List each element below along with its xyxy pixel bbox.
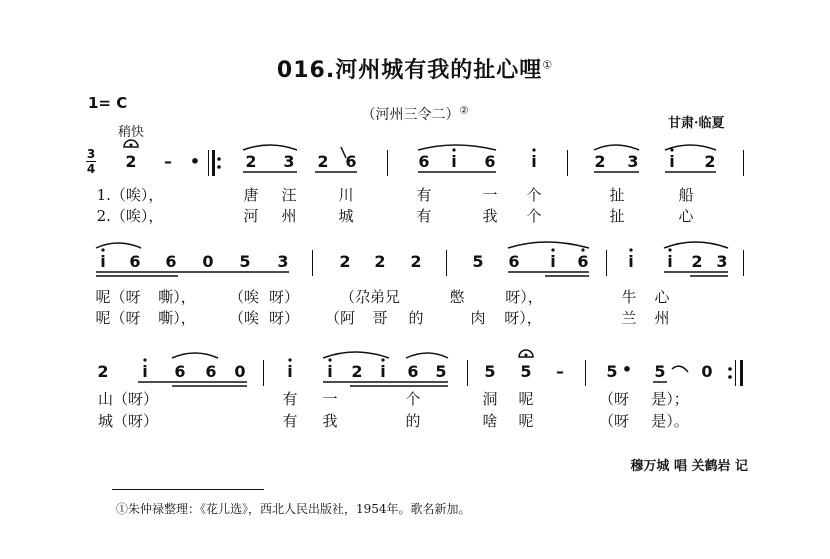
lyric: 我 bbox=[322, 412, 338, 430]
note: i bbox=[669, 152, 675, 171]
footnote: ①朱仲禄整理：《花儿选》，西北人民出版社，1954年。歌名新加。 bbox=[116, 502, 471, 516]
subtitle-text: （河州三令二） bbox=[361, 107, 460, 123]
note: 5 bbox=[472, 252, 484, 271]
lyric: 呀） bbox=[268, 288, 300, 306]
lyric: 呢 bbox=[518, 412, 534, 430]
note: i bbox=[451, 152, 457, 171]
note: 2 bbox=[339, 252, 351, 271]
lyric: （唉 bbox=[228, 288, 260, 306]
octave-dot bbox=[328, 358, 331, 361]
lyric: 的 bbox=[408, 309, 424, 327]
note: 3 bbox=[716, 252, 728, 271]
note: 2 bbox=[594, 152, 606, 171]
slur-mark bbox=[418, 145, 496, 150]
lyric: （呀 bbox=[598, 412, 630, 430]
note: 6 bbox=[165, 252, 177, 271]
lyric: 汪 bbox=[281, 186, 297, 204]
note: i bbox=[142, 362, 148, 381]
time-signature-top: 3 bbox=[86, 147, 96, 161]
note: 6 bbox=[407, 362, 419, 381]
song-origin: 甘肃·临夏 bbox=[668, 116, 725, 131]
octave-dot bbox=[668, 248, 671, 251]
lyric: 牛 bbox=[621, 288, 637, 306]
lyric: 2.（唉）， bbox=[96, 207, 164, 225]
lyric: 城（呀） bbox=[97, 412, 159, 430]
tempo-marking: 稍快 bbox=[118, 125, 145, 140]
lyric: 州 bbox=[654, 309, 670, 327]
note: 6 bbox=[484, 152, 496, 171]
lyric: （呀 bbox=[598, 390, 630, 408]
slur-mark bbox=[323, 352, 389, 358]
lyric: 我 bbox=[482, 207, 498, 225]
lyric: 兰 bbox=[621, 309, 637, 327]
note: 0 bbox=[701, 362, 713, 381]
note: 5 bbox=[239, 252, 251, 271]
lyric: 呢（呀 bbox=[95, 288, 141, 306]
note: 6 bbox=[418, 152, 430, 171]
note: 3 bbox=[627, 152, 639, 171]
lyric: 有 bbox=[416, 186, 432, 204]
note: 5 bbox=[484, 362, 496, 381]
footnote-rule bbox=[112, 489, 264, 490]
grace-mark bbox=[341, 147, 346, 158]
octave-dot bbox=[101, 248, 104, 251]
note-dash: – bbox=[556, 362, 564, 381]
note: 2 bbox=[97, 362, 109, 381]
lyric: 唐 bbox=[243, 186, 259, 204]
note: 2 bbox=[704, 152, 716, 171]
lyric: 是）； bbox=[651, 390, 689, 408]
credit-line: 穆万城 唱 关鹤岩 记 bbox=[630, 459, 748, 474]
lyric: 的 bbox=[405, 412, 421, 430]
octave-dot bbox=[381, 358, 384, 361]
repeat-dot bbox=[217, 157, 221, 161]
note: 2 bbox=[410, 252, 422, 271]
lyric: 有 bbox=[282, 412, 298, 430]
slur-mark bbox=[508, 242, 589, 248]
note: i bbox=[380, 362, 386, 381]
lyric: 个 bbox=[526, 186, 542, 204]
note-dot: • bbox=[189, 152, 201, 171]
note: 6 bbox=[129, 252, 141, 271]
lyric: 憋 bbox=[449, 288, 465, 306]
slur-mark bbox=[664, 242, 728, 248]
octave-dot bbox=[532, 148, 535, 151]
lyric: 呀） bbox=[268, 309, 300, 327]
note-dot: • bbox=[621, 360, 633, 379]
note: 6 bbox=[205, 362, 217, 381]
lyric: 个 bbox=[526, 207, 542, 225]
lyric: 城 bbox=[338, 207, 354, 225]
note: 0 bbox=[234, 362, 246, 381]
note: i bbox=[327, 362, 333, 381]
lyric: （阿 bbox=[324, 309, 356, 327]
lyric: 一 bbox=[482, 186, 498, 204]
note: i bbox=[550, 252, 556, 271]
note: i bbox=[531, 152, 537, 171]
lyric: 心 bbox=[654, 288, 670, 306]
lyric: 个 bbox=[405, 390, 421, 408]
lyric: 呢（呀 bbox=[95, 309, 141, 327]
note: 2 bbox=[245, 152, 257, 171]
note: 2 bbox=[374, 252, 386, 271]
repeat-dot bbox=[217, 165, 221, 169]
note: i bbox=[100, 252, 106, 271]
note: 6 bbox=[345, 152, 357, 171]
lyric: 是）。 bbox=[651, 412, 689, 430]
lyric: 船 bbox=[678, 186, 694, 204]
note: i bbox=[628, 252, 634, 271]
octave-dot bbox=[452, 148, 455, 151]
lyric: 一 bbox=[322, 390, 338, 408]
note: 2 bbox=[317, 152, 329, 171]
fermata-dot bbox=[130, 144, 133, 147]
note: 5 bbox=[654, 362, 666, 381]
lyric: 嘶）， bbox=[158, 309, 196, 327]
lyric: 嘶）， bbox=[158, 288, 196, 306]
octave-dot bbox=[670, 148, 673, 151]
lyric: 呀）， bbox=[505, 288, 543, 306]
lyric: 心 bbox=[678, 207, 694, 225]
note: 5 bbox=[520, 362, 532, 381]
slur-mark bbox=[243, 145, 297, 150]
title-footnote-mark: ① bbox=[542, 58, 554, 72]
note: 6 bbox=[174, 362, 186, 381]
repeat-dot bbox=[728, 367, 732, 371]
lyric: 1.（唉）， bbox=[96, 186, 164, 204]
lyric: 有 bbox=[416, 207, 432, 225]
note: 0 bbox=[202, 252, 214, 271]
lyric: 哥 bbox=[372, 309, 388, 327]
slur-mark bbox=[96, 243, 141, 248]
note: 6 bbox=[508, 252, 520, 271]
lyric: 有 bbox=[282, 390, 298, 408]
note: 2 bbox=[351, 362, 363, 381]
glide-mark bbox=[672, 366, 688, 372]
octave-dot bbox=[581, 248, 584, 251]
note: i bbox=[287, 362, 293, 381]
note: 2 bbox=[691, 252, 703, 271]
lyric: 州 bbox=[281, 207, 297, 225]
lyric: 川 bbox=[338, 186, 354, 204]
time-signature-bottom: 4 bbox=[86, 162, 96, 176]
subtitle-footnote-mark: ② bbox=[459, 105, 469, 117]
note: 5 bbox=[435, 362, 447, 381]
lyric: 扯 bbox=[609, 207, 625, 225]
lyric: 河 bbox=[243, 207, 259, 225]
slur-mark bbox=[594, 145, 639, 150]
note: i bbox=[667, 252, 673, 271]
octave-dot bbox=[143, 358, 146, 361]
note: 6 bbox=[577, 252, 589, 271]
lyric: 山（呀） bbox=[97, 390, 159, 408]
lyric: （唉 bbox=[228, 309, 260, 327]
fermata-dot bbox=[525, 354, 528, 357]
note: 5 bbox=[606, 362, 618, 381]
slur-mark bbox=[172, 353, 218, 358]
octave-dot bbox=[629, 248, 632, 251]
note: 3 bbox=[277, 252, 289, 271]
lyric: 呀）， bbox=[504, 309, 542, 327]
note: 2 bbox=[125, 152, 137, 171]
lyric: 扯 bbox=[609, 186, 625, 204]
lyric: 呢 bbox=[518, 390, 534, 408]
lyric: （尕弟兄 bbox=[339, 288, 401, 306]
octave-dot bbox=[551, 248, 554, 251]
note-dash: – bbox=[164, 152, 172, 171]
lyric: 肉 bbox=[470, 309, 486, 327]
key-signature: 1= C bbox=[88, 94, 128, 112]
repeat-dot bbox=[728, 375, 732, 379]
octave-dot bbox=[288, 358, 291, 361]
slur-mark bbox=[406, 353, 448, 358]
lyric: 洞 bbox=[482, 390, 498, 408]
lyric: 啥 bbox=[482, 412, 498, 430]
note: 3 bbox=[283, 152, 295, 171]
title-text: 016.河州城有我的扯心哩 bbox=[276, 58, 543, 83]
